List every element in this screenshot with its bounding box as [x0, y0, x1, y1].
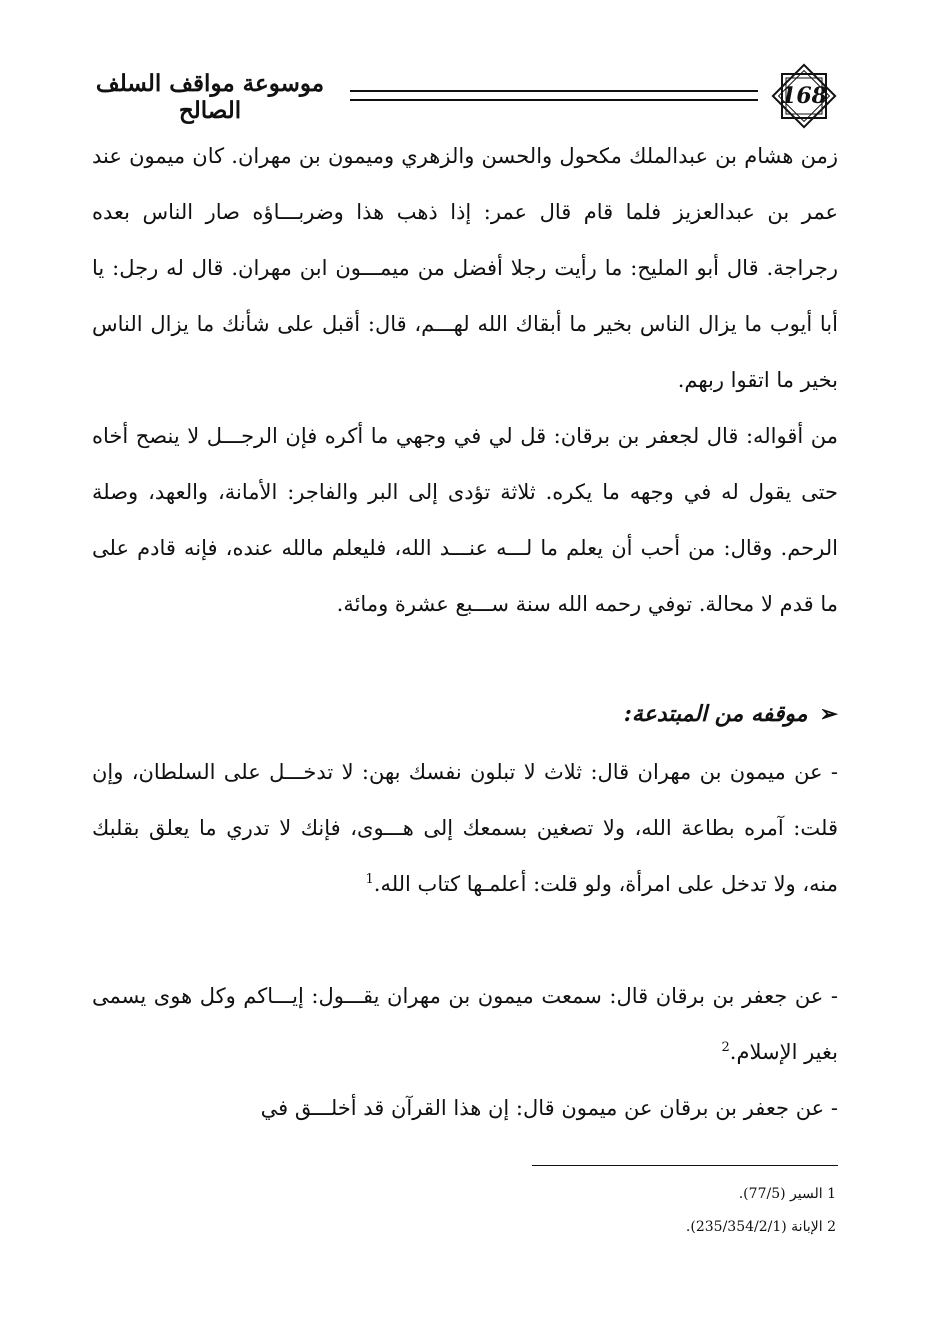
footnote-ref-2[interactable]: 2 — [721, 1040, 730, 1055]
footnote-text: الإبانة (235/354/2/1). — [685, 1219, 823, 1235]
footnote-number: 2 — [827, 1219, 836, 1235]
footnote-text: السير (77/5). — [738, 1186, 823, 1202]
paragraph-4-text: - عن جعفر بن برقان قال: سمعت ميمون بن مهران يقـــول: إيـــاكم وكل هوى يسمى بغير الإسلام. — [92, 984, 838, 1064]
paragraph-3 — [92, 744, 838, 912]
page-number-badge — [768, 60, 840, 132]
header-rule — [350, 90, 758, 101]
footnote-1 — [436, 1178, 836, 1211]
footnote-ref-1[interactable]: 1 — [365, 872, 374, 887]
section-heading-text: موقفه من المبتدعة: — [623, 701, 808, 727]
series-title: موسوعة مواقف السلف الصالح — [95, 70, 325, 124]
footnotes — [436, 1178, 836, 1244]
paragraph-5: - عن جعفر بن برقان عن ميمون قال: إن هذا القرآن قد أخلـــق في — [260, 1096, 838, 1120]
footnote-2 — [436, 1211, 836, 1244]
footnote-separator — [532, 1165, 838, 1166]
paragraph-3-text: - عن ميمون بن مهران قال: ثلاث لا تبلون نفسك بهن: لا تدخـــل على السلطان، وإن قلت: آمره بطاعة الله، ولا تصغين بسمعك إلى هـــوى، فإنك لا تدري ما يعلق بقلبك منه، ولا تدخل على امرأة، ولو قلت: أعلمـها كتاب الله. — [92, 760, 838, 896]
page-number: 168 — [781, 83, 827, 109]
footnote-number: 1 — [827, 1186, 836, 1202]
paragraph-1: زمن هشام بن عبدالملك مكحول والحسن والزهري وميمون بن مهران. كان ميمون عند عمر بن عبدالعزيز فلما قام قال عمر: إذا ذهب هذا وضربـــاؤه صار الناس بعده رجراجة. قال أبو المليح: ما رأيت رجلا أفضل من ميمـــون ابن مهران. قال له رجل: يا أبا أيوب ما يزال الناس بخير ما أبقاك الله لهـــم، قال: أقبل على شأنك ما يزال الناس بخير ما اتقوا ربهم. — [92, 144, 838, 392]
paragraph-4 — [92, 968, 838, 1080]
paragraph-2: من أقواله: قال لجعفر بن برقان: قل لي في وجهي ما أكره فإن الرجـــل لا ينصح أخاه حتى يقول له في وجهه ما يكره. ثلاثة تؤدى إلى البر والفاجر: الأمانة، والعهد، وصلة الرحم. وقال: من أحب أن يعلم ما لـــه عنـــد الله، فليعلم مالله عنده، فإنه قادم على ما قدم لا محالة. توفي رحمه الله سنة ســـبع عشرة ومائة. — [92, 424, 838, 616]
arrow-bullet-icon: ➢ — [819, 701, 838, 727]
page-header — [60, 58, 840, 128]
section-heading — [624, 692, 838, 736]
